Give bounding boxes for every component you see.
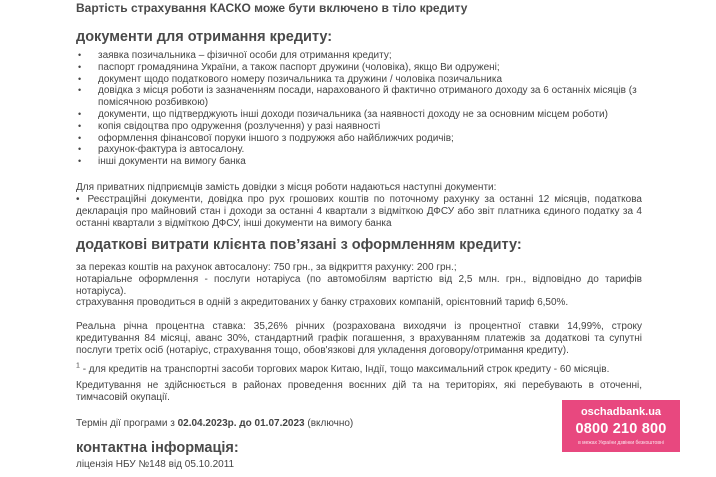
entrepreneurs-intro: Для приватних підприємців замість довідки з місця роботи надаються наступні документи:: [76, 182, 497, 193]
footnote-text: - для кредитів на транспортні засоби торгових марок Китаю, Індії, тощо максимальний строк кредиту - 60 місяців.: [82, 364, 610, 375]
entrepreneurs-documents-text: Реєстраційні документи, довідка про рух грошових коштів по поточному рахунку за останні 12 місяців, податкова декларація про майновий стан і доходи за останні 4 квартали з відміткою ДФСУ або звіт платника єдиного податку за 4 останні квартали з відміткою ДФСУ, інші документи на вимогу банка: [76, 194, 642, 229]
license-text: ліцензія НБУ №148 від 05.10.2011: [76, 459, 235, 470]
list-item: • паспорт громадянина України, а також паспорт дружини (чоловіка), якщо Ви одружені;: [76, 62, 646, 74]
bullet: •: [76, 194, 80, 205]
hotline-note: в межах України дзвінки безкоштовні: [578, 440, 664, 446]
list-item: • інші документи на вимогу банка: [76, 156, 646, 168]
entrepreneurs-documents: [76, 194, 642, 229]
fees-block: [76, 262, 642, 309]
program-validity: [76, 418, 642, 430]
validity-from: 02.04.2023р.: [177, 418, 237, 429]
list-item: • заявка позичальника – фізичної особи для отримання кредиту;: [76, 50, 646, 62]
validity-mid: до: [236, 418, 255, 429]
validity-prefix: Термін дії програми з: [76, 418, 178, 429]
notary-fee: нотаріальне оформлення - послуги нотаріуса (по автомобілям вартістю від 2,5 млн. грн., відповідно до тарифів нотаріуса).: [76, 273, 642, 297]
list-item: • рахунок-фактура із автосалону.: [76, 144, 646, 156]
footnote-mark: 1: [76, 362, 80, 370]
documents-list: [76, 50, 646, 168]
documents-heading: документи для отримання кредиту:: [76, 29, 333, 45]
list-item: • оформлення фінансової поруки іншого з подружжя або найближчих родичів;: [76, 133, 646, 145]
validity-to: 01.07.2023: [254, 418, 305, 429]
apr-text: Реальна річна процентна ставка: 35,26% річних (розрахована виходячи із процентної ставки 14,99%, строку кредитування 84 місяці, аванс 30%, стандартний графік погашення, з врахуванням платежів за додаткові та супутні послуги третіх осіб (нотаріус, страхування тощо, обов'язкові для укладення договору/отримання кредиту).: [76, 321, 642, 356]
list-item: • копія свідоцтва про одруження (розлучення) у разі наявності: [76, 121, 646, 133]
validity-suffix: (включно): [304, 418, 354, 429]
list-item: • довідка з місця роботи із зазначенням посади, нарахованого й фактично отриманого доходу за 6 останніх місяців (з помісячною розбивкою): [76, 85, 646, 109]
casco-note: Вартість страхування КАСКО може бути включено в тіло кредиту: [76, 1, 468, 15]
contact-badge[interactable]: [562, 400, 680, 452]
war-notice: Кредитування не здійснюється в районах проведення воєнних дій та на територіях, які перебувають в оточенні, тимчасовій окупації.: [76, 380, 642, 403]
list-item: • документи, що підтверджують інші доходи позичальника (за наявності доходу не за основним місцем роботи): [76, 109, 646, 121]
list-item: • документ щодо податкового номеру позичальника та дружини / чоловіка позичальника: [76, 74, 646, 86]
footnote: [76, 364, 642, 376]
hotline-phone[interactable]: 0800 210 800: [575, 421, 667, 437]
website-link[interactable]: oschadbank.ua: [580, 406, 662, 418]
insurance-fee: страхування проводиться в одній з акредитованих у банку страхових компаній, орієнтовний тариф 6,50%.: [76, 297, 569, 309]
costs-heading: додаткові витрати клієнта пов’язані з оформленням кредиту:: [76, 237, 522, 253]
contacts-heading: контактна інформація:: [76, 440, 239, 456]
transfer-fee: за переказ коштів на рахунок автосалону: 750 грн., за відкриття рахунку: 200 грн.;: [76, 262, 457, 273]
